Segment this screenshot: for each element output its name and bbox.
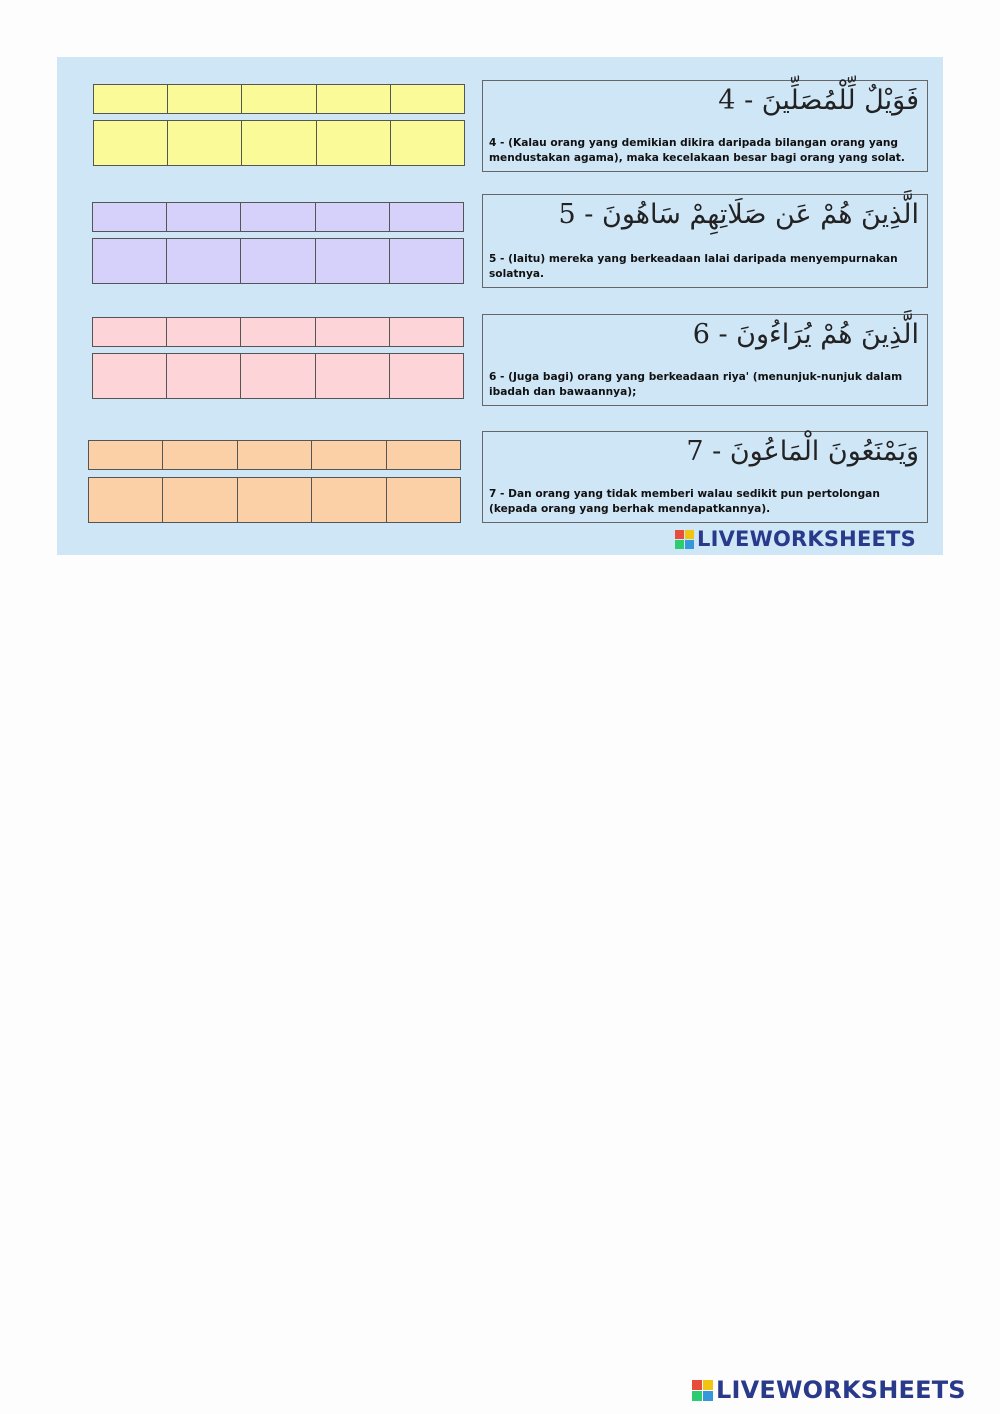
answer-box[interactable]: [390, 318, 463, 346]
verse-card-5: [482, 194, 928, 288]
verse-arabic-text: الَّذِينَ هُمْ عَن صَلَاتِهِمْ سَاهُونَ - 5: [558, 199, 919, 230]
verse-translation: 7 - Dan orang yang tidak memberi walau sedikit pun pertolongan (kepada orang yang berhak mendapatkannya).: [489, 488, 880, 515]
verse-arabic-text: فَوَيْلٌ لِّلْمُصَلِّينَ - 4: [718, 85, 919, 116]
answer-box[interactable]: [163, 478, 237, 522]
answer-box[interactable]: [167, 354, 241, 398]
answer-box[interactable]: [89, 478, 163, 522]
answer-box[interactable]: [89, 441, 163, 469]
answer-box[interactable]: [242, 121, 316, 165]
answer-row-top: [92, 317, 464, 347]
verse-arabic-text: وَيَمْنَعُونَ الْمَاعُونَ - 7: [686, 436, 919, 467]
answer-box[interactable]: [167, 318, 241, 346]
brand-name: LIVEWORKSHEETS: [697, 527, 916, 551]
answer-box[interactable]: [391, 85, 464, 113]
answer-box[interactable]: [391, 121, 464, 165]
answer-box[interactable]: [93, 318, 167, 346]
answer-box[interactable]: [387, 441, 460, 469]
answer-box[interactable]: [93, 239, 167, 283]
brand-name: LIVEWORKSHEETS: [716, 1376, 966, 1404]
answer-row-top: [88, 440, 461, 470]
answer-box[interactable]: [241, 239, 315, 283]
worksheet-panel: [57, 57, 943, 555]
answer-box[interactable]: [387, 478, 460, 522]
answer-box[interactable]: [316, 239, 390, 283]
answer-box[interactable]: [316, 318, 390, 346]
answer-box[interactable]: [167, 203, 241, 231]
liveworksheets-mark-icon: [675, 530, 694, 549]
liveworksheets-logo: [675, 527, 916, 551]
answer-box[interactable]: [163, 441, 237, 469]
answer-box[interactable]: [167, 239, 241, 283]
verse-translation: 4 - (Kalau orang yang demikian dikira daripada bilangan orang yang mendustakan agama), maka kecelakaan besar bagi orang yang solat.: [489, 137, 905, 164]
answer-box[interactable]: [390, 239, 463, 283]
answer-box[interactable]: [316, 354, 390, 398]
answer-box[interactable]: [241, 318, 315, 346]
answer-box[interactable]: [317, 85, 391, 113]
answer-box[interactable]: [312, 478, 386, 522]
verse-translation: 6 - (Juga bagi) orang yang berkeadaan riya' (menunjuk-nunjuk dalam ibadah dan bawaannya);: [489, 371, 903, 398]
answer-row-top: [92, 202, 464, 232]
answer-box[interactable]: [168, 85, 242, 113]
verse-translation: 5 - (Iaitu) mereka yang berkeadaan lalai daripada menyempurnakan solatnya.: [489, 253, 898, 280]
answer-box[interactable]: [390, 354, 463, 398]
verse-card-6: [482, 314, 928, 406]
answer-box[interactable]: [168, 121, 242, 165]
answer-box[interactable]: [238, 441, 312, 469]
answer-box[interactable]: [317, 121, 391, 165]
answer-box[interactable]: [238, 478, 312, 522]
answer-box[interactable]: [93, 354, 167, 398]
answer-box[interactable]: [390, 203, 463, 231]
verse-card-7: [482, 431, 928, 523]
liveworksheets-mark-icon: [692, 1380, 713, 1401]
answer-box[interactable]: [94, 85, 168, 113]
answer-box[interactable]: [316, 203, 390, 231]
answer-box[interactable]: [241, 354, 315, 398]
answer-box[interactable]: [93, 203, 167, 231]
answer-row-bottom: [92, 238, 464, 284]
verse-card-4: [482, 80, 928, 172]
answer-row-bottom: [93, 120, 465, 166]
answer-box[interactable]: [94, 121, 168, 165]
verse-arabic-text: الَّذِينَ هُمْ يُرَاءُونَ - 6: [692, 319, 919, 350]
answer-row-bottom: [92, 353, 464, 399]
answer-box[interactable]: [241, 203, 315, 231]
answer-box[interactable]: [242, 85, 316, 113]
answer-row-top: [93, 84, 465, 114]
answer-row-bottom: [88, 477, 461, 523]
answer-box[interactable]: [312, 441, 386, 469]
liveworksheets-footer-logo: [692, 1376, 966, 1404]
